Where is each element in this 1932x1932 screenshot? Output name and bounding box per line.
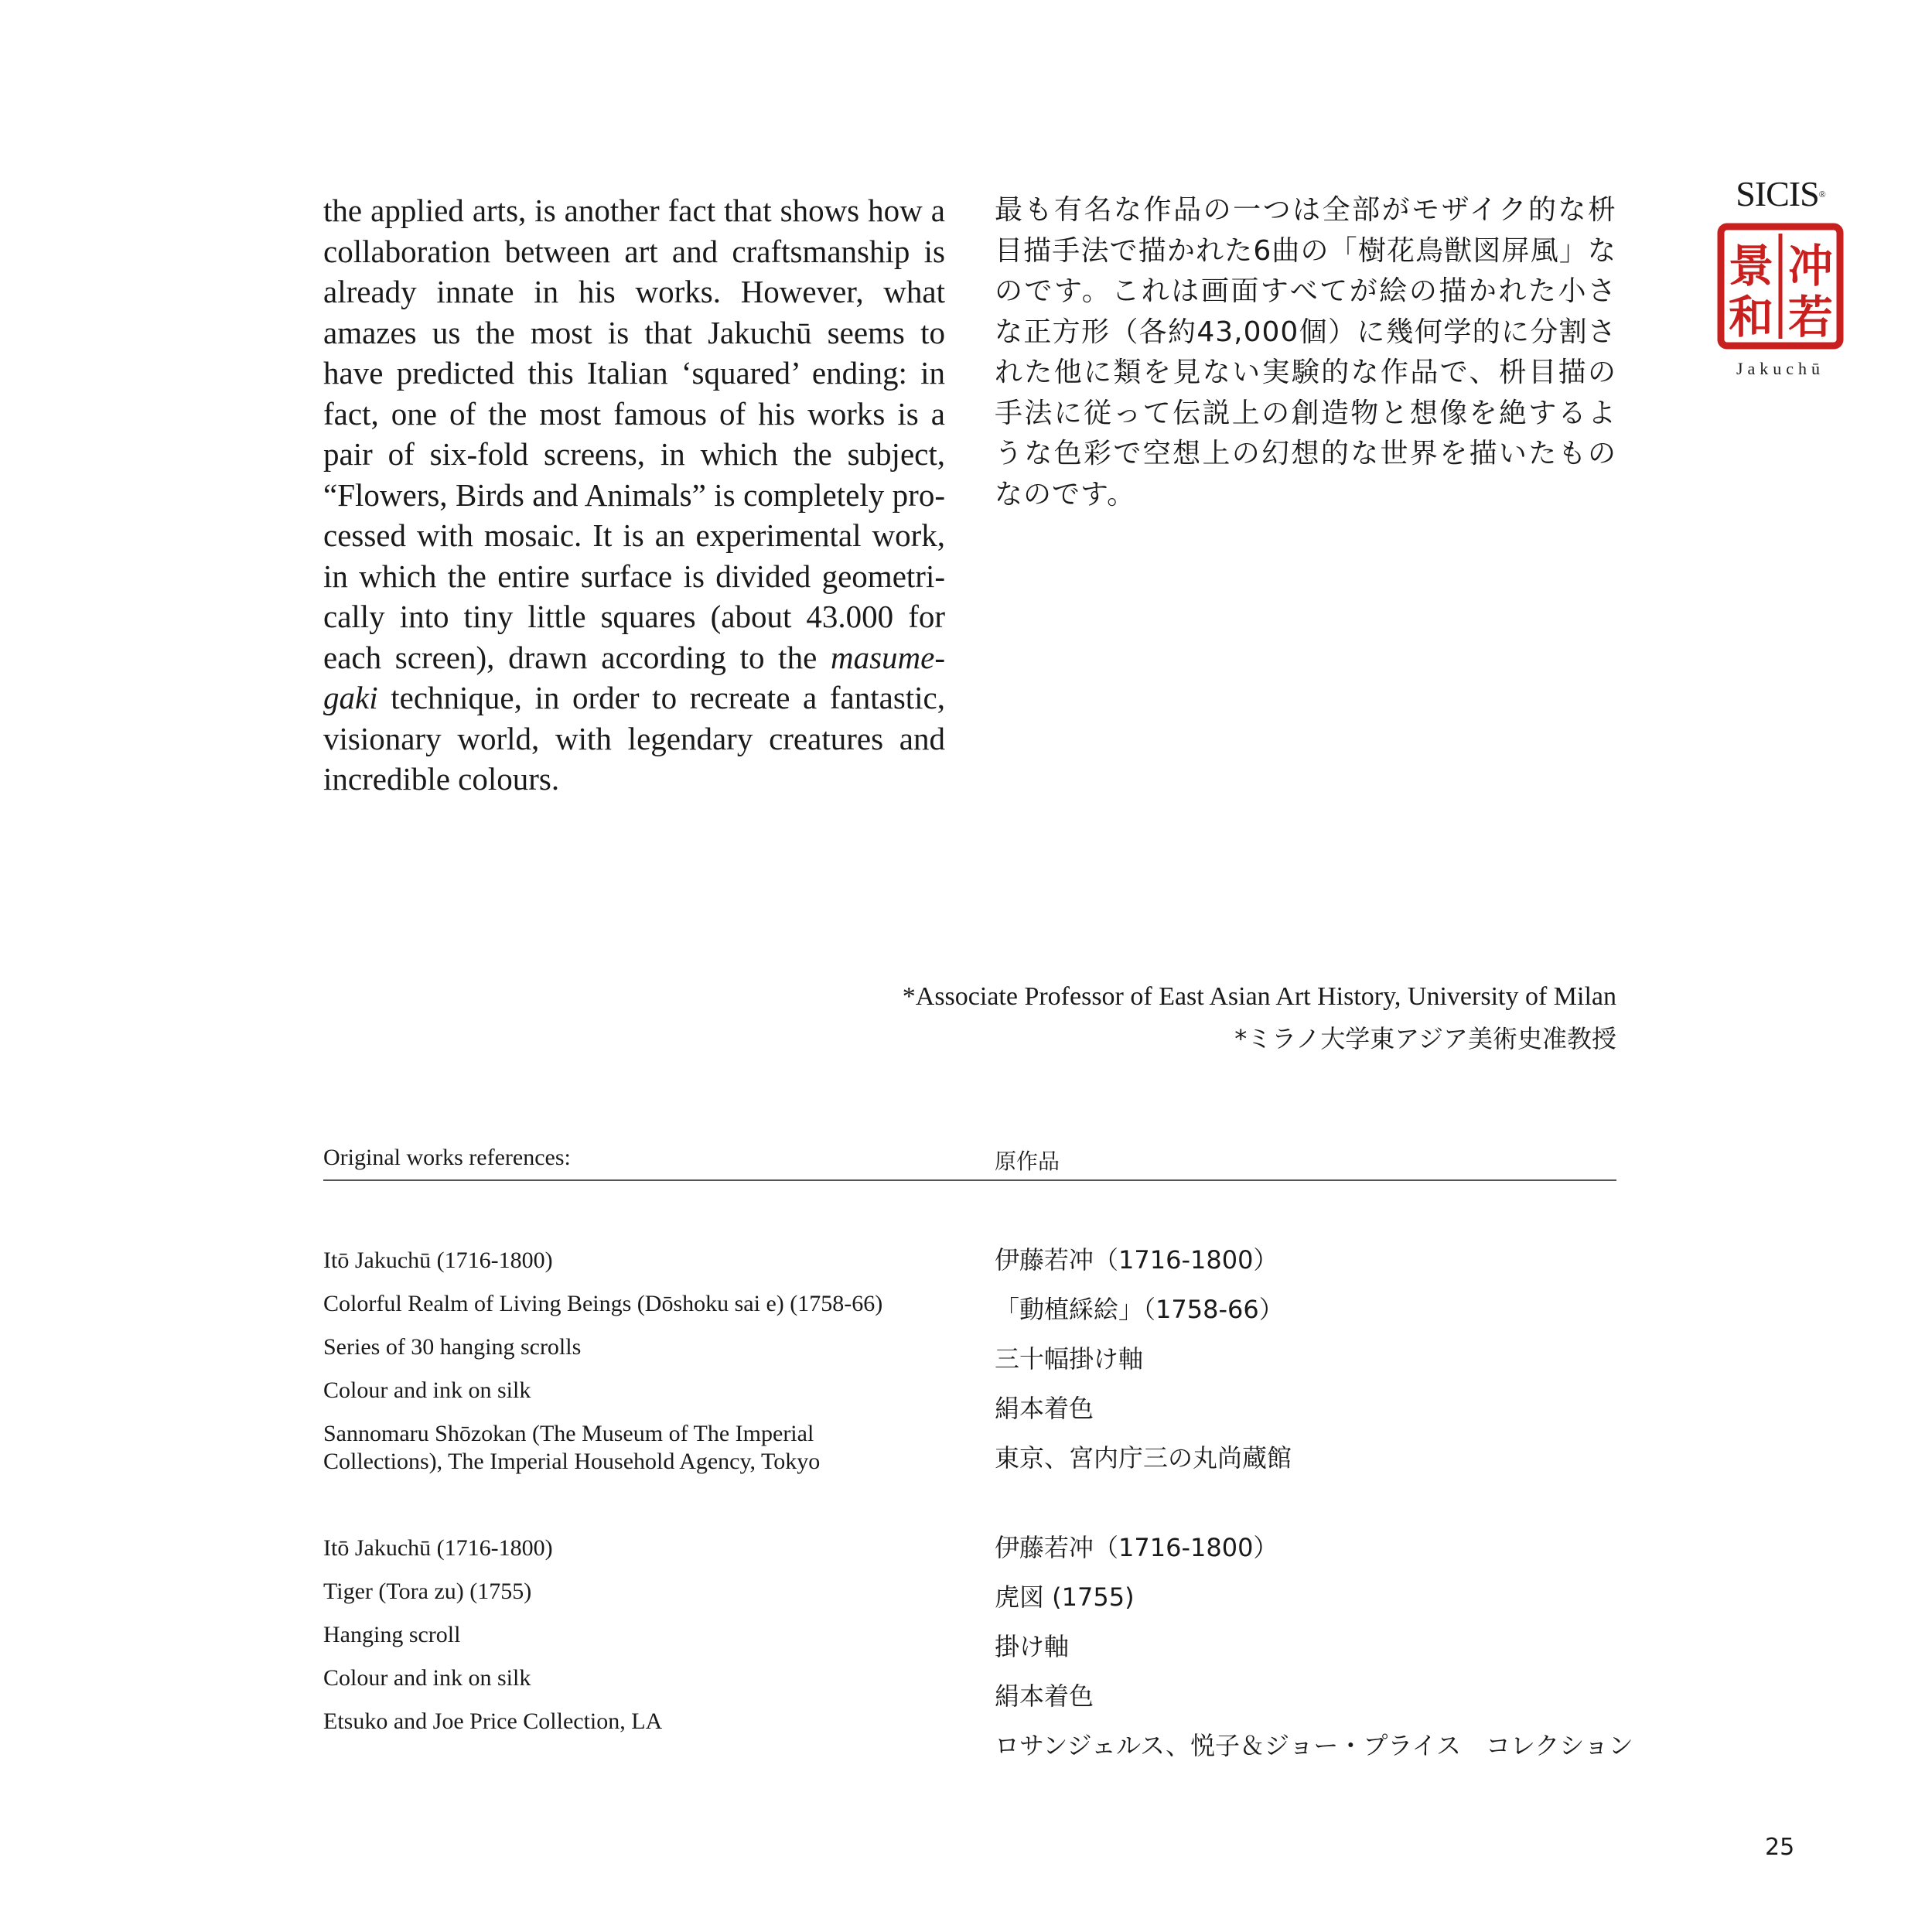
seal-char-2: 若 bbox=[1787, 291, 1834, 343]
work2-en-format: Hanging scroll bbox=[323, 1622, 461, 1647]
references-heading-japanese: 原作品 bbox=[995, 1149, 1060, 1174]
work2-en-medium: Colour and ink on silk bbox=[323, 1665, 531, 1691]
work1-en-medium: Colour and ink on silk bbox=[323, 1377, 531, 1403]
brand-name: SICIS bbox=[1736, 174, 1819, 213]
seal-caption: Jakuchū bbox=[1736, 359, 1825, 378]
registered-mark: ® bbox=[1818, 189, 1825, 200]
body-text-english-italic-term: masume-gaki bbox=[323, 639, 945, 715]
work1-jp-artist: 伊藤若冲（1716-1800） bbox=[995, 1245, 1278, 1275]
work2-en-title: Tiger (Tora zu) (1755) bbox=[323, 1579, 532, 1604]
work2-en-artist: Itō Jakuchū (1716-1800) bbox=[323, 1535, 553, 1561]
body-text-english-part2: technique, in order to recreate a fantastic, visionary world, with legendary creatures and incredible colours. bbox=[323, 680, 945, 797]
work1-en-artist: Itō Jakuchū (1716-1800) bbox=[323, 1248, 553, 1273]
sicis-logo bbox=[1700, 175, 1861, 379]
work1-jp-medium: 絹本着色 bbox=[995, 1394, 1094, 1423]
seal-char-1: 冲 bbox=[1787, 240, 1834, 292]
jakuchu-seal-icon bbox=[1717, 223, 1844, 350]
work2-jp-collection: ロサンジェルス、悦子＆ジョー・プライス コレクション bbox=[995, 1731, 1633, 1760]
seal-char-3: 景 bbox=[1728, 240, 1774, 292]
work1-en-collection-line1: Sannomaru Shōzokan (The Museum of The Imperial bbox=[323, 1421, 814, 1446]
work2-en-collection: Etsuko and Joe Price Collection, LA bbox=[323, 1708, 663, 1734]
body-text-english-part1: the applied arts, is another fact that shows how a collaboration between art and craftsmanship is already innate in his works. However, what amazes us the most is that Jakuchū seems to have predicted this Italian ‘squared’ ending: in fact, one of the most famous of his works is a pair of six-fold screens, in which the subject, “Flowers, Birds and Animals” is completely processed with mosaic. It is an experimental work, in which the entire surface is divided geometrically into tiny little squares (about 43.000 for each screen), drawn according to the bbox=[323, 193, 945, 675]
author-affiliation-english: *Associate Professor of East Asian Art History, University of Milan bbox=[902, 982, 1616, 1011]
body-text-japanese: 最も有名な作品の一つは全部がモザイク的な枡目描手法で描かれた6曲の「樹花鳥獣図屏風」なのです。これは画面すべてが絵の描かれた小さな正方形（各約43,000個）に幾何学的に分割された他に類を見ない実験的な作品で、枡目描の手法に従って伝説上の創造物と想像を絶するような色彩で空想上の幻想的な世界を描いたものなのです。 bbox=[995, 194, 1616, 510]
work2-jp-format: 掛け軸 bbox=[995, 1632, 1070, 1661]
work1-en-format: Series of 30 hanging scrolls bbox=[323, 1334, 582, 1360]
work2-jp-medium: 絹本着色 bbox=[995, 1681, 1094, 1711]
author-affiliation-japanese: *ミラノ大学東アジア美術史准教授 bbox=[1234, 1024, 1616, 1053]
work2-jp-artist: 伊藤若冲（1716-1800） bbox=[995, 1533, 1278, 1562]
work2-jp-title: 虎図 (1755) bbox=[995, 1582, 1135, 1612]
work1-jp-title: 「動植綵絵」（1758-66） bbox=[995, 1295, 1284, 1324]
work1-jp-format: 三十幅掛け軸 bbox=[995, 1344, 1144, 1374]
body-text-english bbox=[323, 190, 945, 800]
page-number: 25 bbox=[1765, 1834, 1795, 1861]
work1-en-title: Colorful Realm of Living Beings (Dōshoku sai e) (1758-66) bbox=[323, 1291, 883, 1316]
work1-en-collection-line2: Collections), The Imperial Household Agency, Tokyo bbox=[323, 1449, 821, 1474]
references-divider bbox=[323, 1179, 1616, 1181]
work1-jp-collection: 東京、宮内庁三の丸尚蔵館 bbox=[995, 1443, 1292, 1473]
brand-wordmark bbox=[1700, 175, 1861, 213]
seal-char-4: 和 bbox=[1728, 291, 1774, 343]
references-heading-english: Original works references: bbox=[323, 1145, 571, 1170]
